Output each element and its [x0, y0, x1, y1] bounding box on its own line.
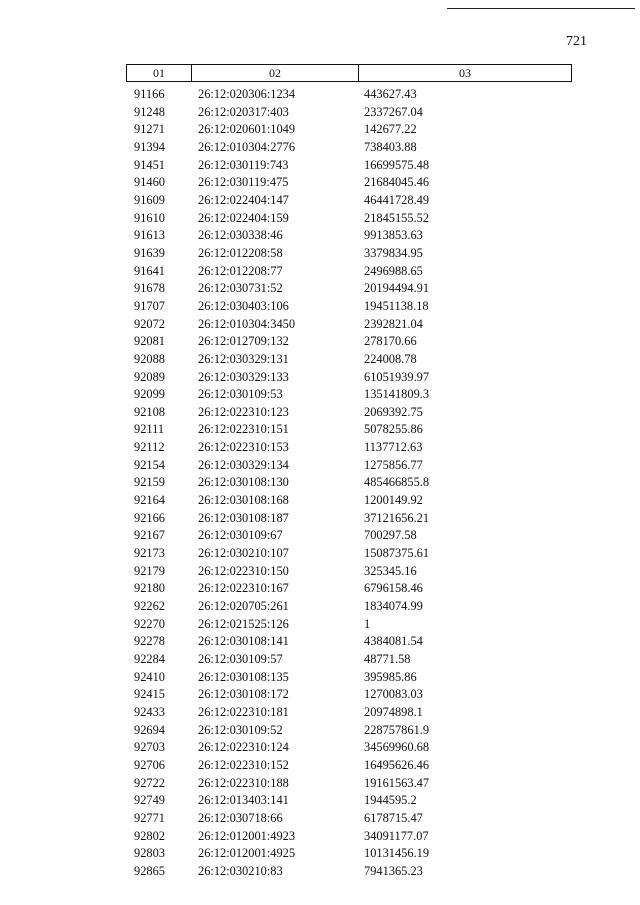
table-cell-col-2: 26:12:030403:106	[198, 298, 289, 313]
table-cell-col-3: 6796158.46	[364, 581, 423, 596]
table-cell-col-2: 26:12:030108:141	[198, 634, 289, 649]
table-cell-col-1: 92173	[134, 546, 165, 561]
table-cell-col-3: 21684045.46	[364, 175, 430, 190]
table-cell-col-3: 10131456.19	[364, 846, 430, 861]
table-cell-col-3: 228757861.9	[364, 722, 430, 737]
table-cell-col-2: 26:12:012208:58	[198, 245, 283, 260]
page-number: 721	[566, 34, 587, 49]
table-cell-col-3: 224008.78	[364, 351, 417, 366]
table-cell-col-1: 92112	[134, 440, 165, 455]
table-cell-col-1: 91678	[134, 281, 165, 296]
table-cell-col-3: 738403.88	[364, 139, 417, 154]
table-cell-col-3: 142677.22	[364, 122, 417, 137]
table-cell-col-2: 26:12:030338:46	[198, 228, 283, 243]
table-cell-col-3: 135141809.3	[364, 387, 430, 402]
table-cell-col-3: 9913853.63	[364, 228, 423, 243]
table-cell-col-3: 325345.16	[364, 563, 417, 578]
table-cell-col-1: 92694	[134, 722, 165, 737]
table-cell-col-2: 26:12:030210:107	[198, 546, 289, 561]
table-cell-col-1: 92179	[134, 563, 165, 578]
table-cell-col-1: 91610	[134, 210, 165, 225]
table-cell-col-1: 92433	[134, 704, 165, 719]
table-cell-col-1: 92771	[134, 810, 165, 825]
table-cell-col-2: 26:12:022310:124	[198, 740, 289, 755]
table-cell-col-1: 92270	[134, 616, 165, 631]
table-cell-col-1: 91707	[134, 298, 165, 313]
table-cell-col-1: 92278	[134, 634, 165, 649]
table-cell-col-2: 26:12:022310:153	[198, 440, 289, 455]
table-cell-col-3: 5078255.86	[364, 422, 423, 437]
table-cell-col-2: 26:12:030731:52	[198, 281, 283, 296]
table-cell-col-2: 26:12:020306:1234	[198, 87, 296, 101]
table-cell-col-1: 92154	[134, 457, 165, 472]
table-cell-col-1: 92415	[134, 687, 165, 702]
table-cell-col-1: 92803	[134, 846, 165, 861]
header-col-3: 03	[358, 64, 572, 82]
table-cell-col-1: 92108	[134, 404, 165, 419]
table-cell-col-1: 91639	[134, 245, 165, 260]
table-cell-col-1: 92088	[134, 351, 165, 366]
table-cell-col-2: 26:12:012709:132	[198, 334, 289, 349]
table-cell-col-3: 1834074.99	[364, 599, 423, 614]
table-cell-col-1: 91248	[134, 104, 165, 119]
table-cell-col-2: 26:12:010304:3450	[198, 316, 296, 331]
table-cell-col-1: 92180	[134, 581, 165, 596]
table-cell-col-2: 26:12:030108:172	[198, 687, 289, 702]
table-cell-col-3: 48771.58	[364, 652, 411, 666]
table-cell-col-3: 4384081.54	[364, 634, 423, 649]
table-cell-col-3: 7941365.23	[364, 863, 423, 878]
table-cell-col-1: 92089	[134, 369, 165, 384]
table-cell-col-2: 26:12:030109:67	[198, 528, 283, 543]
table-cell-col-3: 21845155.52	[364, 210, 430, 225]
table-cell-col-2: 26:12:020601:1049	[198, 122, 296, 137]
table-cell-col-2: 26:12:022310:151	[198, 422, 289, 437]
table-cell-col-3: 1270083.03	[364, 687, 423, 702]
table-cell-col-1: 92706	[134, 757, 165, 772]
header-col-1: 01	[126, 64, 192, 82]
table-cell-col-2: 26:12:030119:475	[198, 175, 289, 190]
table-cell-col-1: 91613	[134, 228, 165, 243]
table-cell-col-1: 92099	[134, 387, 165, 402]
table-cell-col-2: 26:12:010304:2776	[198, 139, 296, 154]
table-cell-col-3: 2337267.04	[364, 104, 423, 119]
top-rule	[447, 8, 635, 9]
table-cell-col-3: 46441728.49	[364, 192, 430, 207]
table-cell-col-1: 92284	[134, 652, 165, 666]
table-cell-col-3: 3379834.95	[364, 245, 423, 260]
table-cell-col-2: 26:12:022310:123	[198, 404, 289, 419]
table-cell-col-3: 15087375.61	[364, 546, 430, 561]
table-cell-col-3: 2496988.65	[364, 263, 423, 278]
table-cell-col-1: 92159	[134, 475, 165, 490]
table-cell-col-2: 26:12:030210:83	[198, 863, 283, 878]
table-cell-col-2: 26:12:030108:168	[198, 493, 289, 508]
table-cell-col-2: 26:12:022310:188	[198, 775, 289, 790]
table-cell-col-1: 92749	[134, 793, 165, 808]
table-cell-col-3: 16699575.48	[364, 157, 430, 172]
table-cell-col-3: 19451138.18	[364, 298, 429, 313]
table-cell-col-3: 2069392.75	[364, 404, 423, 419]
table-cell-col-3: 20194494.91	[364, 281, 430, 296]
table-cell-col-2: 26:12:030119:743	[198, 157, 289, 172]
table-cell-col-3: 1200149.92	[364, 493, 423, 508]
table-cell-col-3: 700297.58	[364, 528, 417, 543]
table-cell-col-2: 26:12:030109:52	[198, 722, 283, 737]
table-cell-col-1: 92166	[134, 510, 165, 525]
table-cell-col-2: 26:12:022310:181	[198, 704, 289, 719]
table-cell-col-3: 395985.86	[364, 669, 417, 684]
table-cell-col-2: 26:12:013403:141	[198, 793, 289, 808]
table-cell-col-2: 26:12:030718:66	[198, 810, 283, 825]
table-cell-col-2: 26:12:022310:167	[198, 581, 289, 596]
table-cell-col-2: 26:12:030109:57	[198, 652, 283, 666]
table-cell-col-1: 91609	[134, 192, 165, 207]
table-cell-col-1: 91271	[134, 122, 165, 137]
table-cell-col-2: 26:12:030329:131	[198, 351, 289, 366]
table-cell-col-1: 92111	[134, 422, 165, 437]
table-cell-col-1: 91394	[134, 139, 165, 154]
table-cell-col-2: 26:12:022404:159	[198, 210, 289, 225]
table-cell-col-3: 61051939.97	[364, 369, 430, 384]
table-cell-col-2: 26:12:012001:4923	[198, 828, 296, 843]
table-cell-col-3: 278170.66	[364, 334, 417, 349]
table-cell-col-1: 92410	[134, 669, 165, 684]
table-cell-col-1: 92081	[134, 334, 165, 349]
table-cell-col-2: 26:12:022310:152	[198, 757, 289, 772]
table-cell-col-1: 92703	[134, 740, 165, 755]
table-cell-col-1: 92167	[134, 528, 165, 543]
table-cell-col-2: 26:12:030329:134	[198, 457, 289, 472]
table-cell-col-1: 91641	[134, 263, 165, 278]
table-cell-col-3: 34569960.68	[364, 740, 430, 755]
table-cell-col-2: 26:12:020317:403	[198, 104, 289, 119]
table-cell-col-2: 26:12:030109:53	[198, 387, 283, 402]
table-cell-col-2: 26:12:030329:133	[198, 369, 289, 384]
table-cell-col-1: 92072	[134, 316, 165, 331]
table-cell-col-3: 20974898.1	[364, 704, 423, 719]
table-cell-col-1: 91451	[134, 157, 165, 172]
table-cell-col-1: 92865	[134, 863, 165, 878]
table-cell-col-2: 26:12:030108:135	[198, 669, 289, 684]
table-cell-col-3: 485466855.8	[364, 475, 430, 490]
table-cell-col-1: 91460	[134, 175, 165, 190]
table-cell-col-3: 34091177.07	[364, 828, 429, 843]
table-cell-col-2: 26:12:030108:187	[198, 510, 289, 525]
table-cell-col-1: 92262	[134, 599, 165, 614]
table-cell-col-3: 2392821.04	[364, 316, 423, 331]
table-cell-col-2: 26:12:022404:147	[198, 192, 289, 207]
table-cell-col-1: 92802	[134, 828, 165, 843]
table-cell-col-3: 16495626.46	[364, 757, 430, 772]
header-col-2: 02	[191, 64, 359, 82]
table-cell-col-3: 1944595.2	[364, 793, 417, 808]
table-cell-col-2: 26:12:021525:126	[198, 616, 289, 631]
table-cell-col-3: 1275856.77	[364, 457, 423, 472]
table-cell-col-3: 1137712.63	[364, 440, 423, 455]
table-cell-col-1: 92722	[134, 775, 165, 790]
table-cell-col-3: 1	[364, 616, 371, 631]
table-cell-col-2: 26:12:012208:77	[198, 263, 283, 278]
table-cell-col-2: 26:12:030108:130	[198, 475, 289, 490]
table-cell-col-1: 92164	[134, 493, 165, 508]
table-cell-col-2: 26:12:020705:261	[198, 599, 289, 614]
table-cell-col-3: 443627.43	[364, 87, 417, 101]
table-cell-col-1: 91166	[134, 87, 165, 101]
table-cell-col-2: 26:12:022310:150	[198, 563, 289, 578]
table-cell-col-3: 6178715.47	[364, 810, 423, 825]
table-cell-col-3: 37121656.21	[364, 510, 430, 525]
table-cell-col-2: 26:12:012001:4925	[198, 846, 296, 861]
table-cell-col-3: 19161563.47	[364, 775, 430, 790]
